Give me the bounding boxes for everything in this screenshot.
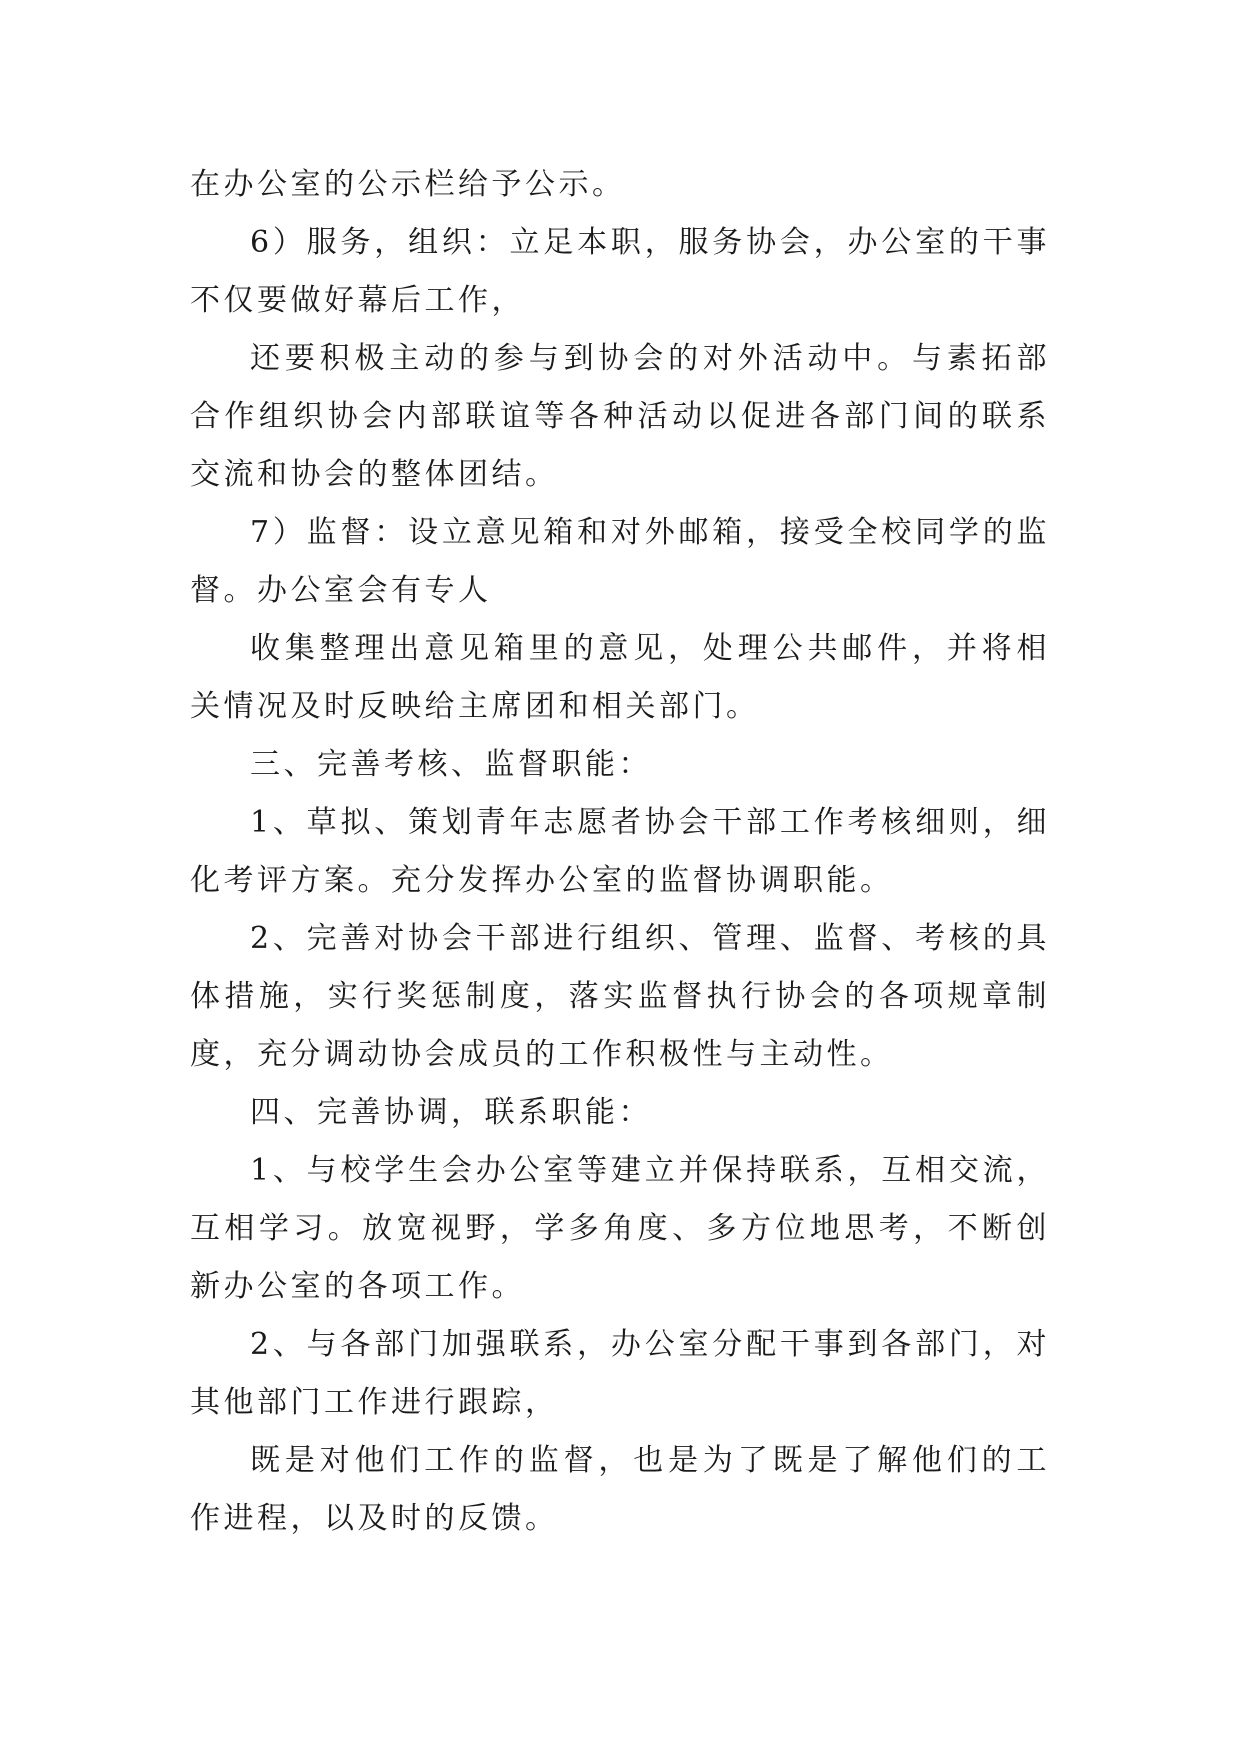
section-heading: 三、完善考核、监督职能： [250,747,652,782]
section-heading: 四、完善协调，联系职能： [250,1095,652,1130]
paragraph: 1、草拟、策划青年志愿者协会干部工作考核细则，细化考评方案。充分发挥办公室的监督协调职能。 [190,805,1050,898]
paragraph: 2、完善对协会干部进行组织、管理、监督、考核的具体措施，实行奖惩制度，落实监督执行协会的各项规章制度，充分调动协会成员的工作积极性与主动性。 [190,921,1050,1072]
paragraph: 2、与各部门加强联系，办公室分配干事到各部门，对其他部门工作进行跟踪， [190,1327,1050,1420]
paragraph: 1、与校学生会办公室等建立并保持联系，互相交流，互相学习。放宽视野，学多角度、多方位地思考，不断创新办公室的各项工作。 [190,1153,1050,1304]
paragraph: 7）监督：设立意见箱和对外邮箱，接受全校同学的监督。办公室会有专人 [190,515,1050,608]
paragraph: 在办公室的公示栏给予公示。 [190,167,626,202]
paragraph: 6）服务，组织：立足本职，服务协会，办公室的干事不仅要做好幕后工作， [190,225,1050,318]
paragraph: 收集整理出意见箱里的意见，处理公共邮件，并将相关情况及时反映给主席团和相关部门。 [190,631,1050,724]
paragraph: 还要积极主动的参与到协会的对外活动中。与素拓部合作组织协会内部联谊等各种活动以促进各部门间的联系交流和协会的整体团结。 [190,341,1050,492]
document-body [190,156,1050,1548]
paragraph: 既是对他们工作的监督，也是为了既是了解他们的工作进程，以及时的反馈。 [190,1443,1050,1536]
